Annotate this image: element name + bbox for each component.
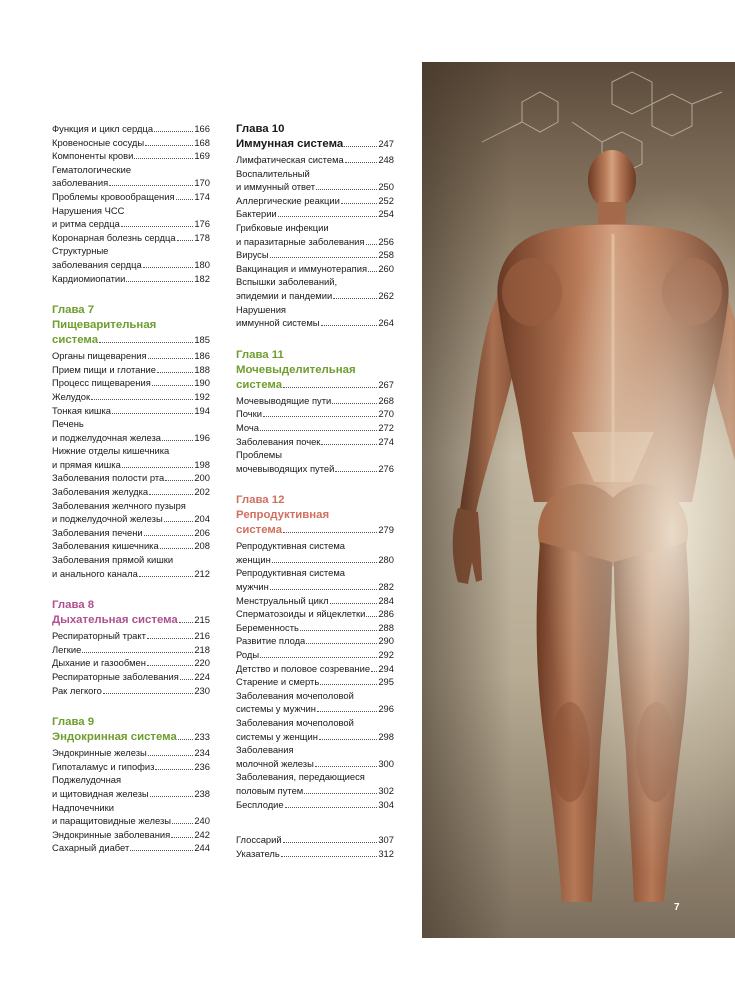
- chapter-10-entries: [236, 153, 394, 330]
- toc-entry[interactable]: Нарушения ЧСС и ритма сердца 176: [52, 204, 210, 230]
- toc-entry[interactable]: Эндокринные железы 234: [52, 747, 210, 759]
- chapter-8-heading[interactable]: [52, 598, 210, 628]
- anatomy-illustration: [422, 62, 735, 938]
- toc-column-left: [52, 122, 210, 855]
- toc-entry[interactable]: Структурные заболевания сердца 180: [52, 245, 210, 270]
- chapter-title: Дыхательная система: [52, 614, 178, 627]
- toc-entry[interactable]: Вакцинация и иммунотерапия 260: [236, 262, 394, 274]
- toc-entry[interactable]: Вспышки заболеваний, эпидемии и пандемии 262: [236, 276, 394, 301]
- chapter-number: Глава 7: [52, 304, 95, 317]
- toc-entry[interactable]: Роды 292: [236, 649, 394, 661]
- toc-end-entries: [236, 833, 394, 860]
- toc-entry[interactable]: Гематологические заболевания 170: [52, 163, 210, 189]
- toc-entry[interactable]: Компоненты крови 169: [52, 150, 210, 162]
- chapter-12-heading[interactable]: [236, 493, 394, 538]
- toc-entry[interactable]: Коронарная болезнь сердца 178: [52, 231, 210, 243]
- chapter-title: Эндокринная система: [52, 731, 177, 744]
- toc-entry[interactable]: Заболевания мочеполовой системы у женщин 298: [236, 717, 394, 742]
- chapter-9-entries: [52, 746, 210, 855]
- chapter-number: Глава 11: [236, 348, 284, 361]
- toc-entry[interactable]: Заболевания прямой кишки и анального канала 212: [52, 554, 210, 579]
- toc-entry[interactable]: Надпочечники и паращитовидные железы 240: [52, 801, 210, 827]
- chapter-number: Глава 10: [236, 123, 285, 135]
- chapter-title: система: [236, 378, 283, 391]
- chapter-number: Глава 12: [236, 494, 285, 507]
- toc-entry[interactable]: Заболевания, передающиеся половым путем 302: [236, 771, 394, 796]
- toc-entry[interactable]: Беременность 288: [236, 621, 394, 633]
- toc-entry[interactable]: Рак легкого 230: [52, 684, 210, 696]
- chapter-9-heading[interactable]: [52, 715, 210, 745]
- toc-entry[interactable]: Сахарный диабет 244: [52, 842, 210, 854]
- toc-column-middle: [236, 122, 394, 860]
- toc-entry[interactable]: Респираторный тракт 216: [52, 630, 210, 642]
- chapter-page: 267: [378, 378, 394, 390]
- chapter-page: 247: [378, 138, 394, 149]
- toc-entry[interactable]: Прием пищи и глотание 188: [52, 363, 210, 375]
- toc-entry[interactable]: Сперматозоиды и яйцеклетки 286: [236, 608, 394, 620]
- toc-group-continued: [52, 122, 210, 285]
- toc-entry[interactable]: Старение и смерть 295: [236, 676, 394, 688]
- chapter-page: 233: [194, 731, 210, 743]
- toc-entry[interactable]: Поджелудочная и щитовидная железы 238: [52, 774, 210, 799]
- chapter-title: Пищеварительная: [52, 319, 157, 332]
- chapter-number: Глава 9: [52, 716, 95, 729]
- toc-entry[interactable]: Заболевания почек 274: [236, 435, 394, 447]
- chapter-11-entries: [236, 394, 394, 476]
- chapter-11-heading[interactable]: [236, 348, 394, 393]
- toc-entry[interactable]: Развитие плода 290: [236, 635, 394, 647]
- toc-entry[interactable]: Нижние отделы кишечника и прямая кишка 198: [52, 445, 210, 470]
- chapter-title: Иммунная система: [236, 138, 344, 150]
- toc-entry[interactable]: Заболевания желудка 202: [52, 486, 210, 498]
- chapter-8-entries: [52, 629, 210, 697]
- toc-entry[interactable]: Лимфатическая система 248: [236, 154, 394, 165]
- toc-entry[interactable]: Заболевания мочеполовой системы у мужчин 296: [236, 689, 394, 715]
- chapter-7-entries: [52, 349, 210, 580]
- toc-entry[interactable]: Эндокринные заболевания 242: [52, 828, 210, 840]
- toc-entry-glossary[interactable]: Глоссарий 307: [236, 834, 394, 846]
- toc-entry[interactable]: Бактерии 254: [236, 208, 394, 220]
- toc-entry[interactable]: Кровеносные сосуды 168: [52, 136, 210, 148]
- toc-entry[interactable]: Заболевания молочной железы 300: [236, 744, 394, 769]
- toc-entry-index[interactable]: Указатель 312: [236, 847, 394, 859]
- toc-entry[interactable]: Мочевыводящие пути 268: [236, 394, 394, 406]
- toc-entry[interactable]: Желудок 192: [52, 390, 210, 402]
- chapter-page: 185: [194, 334, 210, 346]
- toc-entry[interactable]: Грибковые инфекции и паразитарные заболевания 256: [236, 221, 394, 247]
- toc-entry[interactable]: Легкие 218: [52, 643, 210, 655]
- chapter-number: Глава 8: [52, 599, 95, 612]
- toc-entry[interactable]: Процесс пищеварения 190: [52, 377, 210, 389]
- toc-entry[interactable]: Респираторные заболевания 224: [52, 671, 210, 682]
- chapter-page: 279: [378, 524, 394, 536]
- chapter-title: Мочевыделительная: [236, 363, 356, 376]
- chapter-10-heading[interactable]: [236, 122, 394, 152]
- toc-entry[interactable]: Бесплодие 304: [236, 798, 394, 810]
- toc-entry[interactable]: Менструальный цикл 284: [236, 594, 394, 606]
- toc-entry[interactable]: Воспалительный и иммунный ответ 250: [236, 167, 394, 193]
- chapter-title: Репродуктивная: [236, 509, 330, 522]
- chapter-title: система: [52, 334, 99, 347]
- toc-entry[interactable]: Вирусы 258: [236, 249, 394, 261]
- toc-entry[interactable]: Заболевания кишечника 208: [52, 540, 210, 552]
- toc-entry[interactable]: Почки 270: [236, 408, 394, 420]
- toc-entry[interactable]: Моча 272: [236, 421, 394, 433]
- chapter-page: 215: [194, 614, 210, 626]
- toc-entry[interactable]: Гипоталамус и гипофиз 236: [52, 760, 210, 772]
- toc-entry[interactable]: Органы пищеварения 186: [52, 350, 210, 362]
- toc-entry[interactable]: Заболевания желчного пузыря и поджелудочной железы 204: [52, 499, 210, 525]
- toc-entry[interactable]: Репродуктивная система женщин 280: [236, 540, 394, 565]
- chapter-7-heading[interactable]: [52, 303, 210, 348]
- page-number: 7: [674, 902, 680, 913]
- toc-entry[interactable]: Детство и половое созревание 294: [236, 662, 394, 674]
- toc-entry[interactable]: Проблемы мочевыводящих путей 276: [236, 449, 394, 474]
- toc-entry[interactable]: Репродуктивная система мужчин 282: [236, 567, 394, 593]
- toc-entry[interactable]: Нарушения иммунной системы 264: [236, 303, 394, 329]
- chapter-title: система: [236, 524, 283, 537]
- toc-entry[interactable]: Кардиомиопатии 182: [52, 272, 210, 284]
- toc-entry[interactable]: Аллергические реакции 252: [236, 194, 394, 206]
- toc-entry[interactable]: Тонкая кишка 194: [52, 404, 210, 416]
- toc-entry[interactable]: Заболевания полости рта 200: [52, 472, 210, 484]
- toc-entry[interactable]: Дыхание и газообмен 220: [52, 657, 210, 669]
- toc-entry[interactable]: Функция и цикл сердца 166: [52, 123, 210, 134]
- toc-entry[interactable]: Заболевания печени 206: [52, 526, 210, 538]
- chapter-12-entries: [236, 539, 394, 811]
- toc-entry[interactable]: Печень и поджелудочная железа 196: [52, 418, 210, 443]
- toc-entry[interactable]: Проблемы кровообращения 174: [52, 190, 210, 202]
